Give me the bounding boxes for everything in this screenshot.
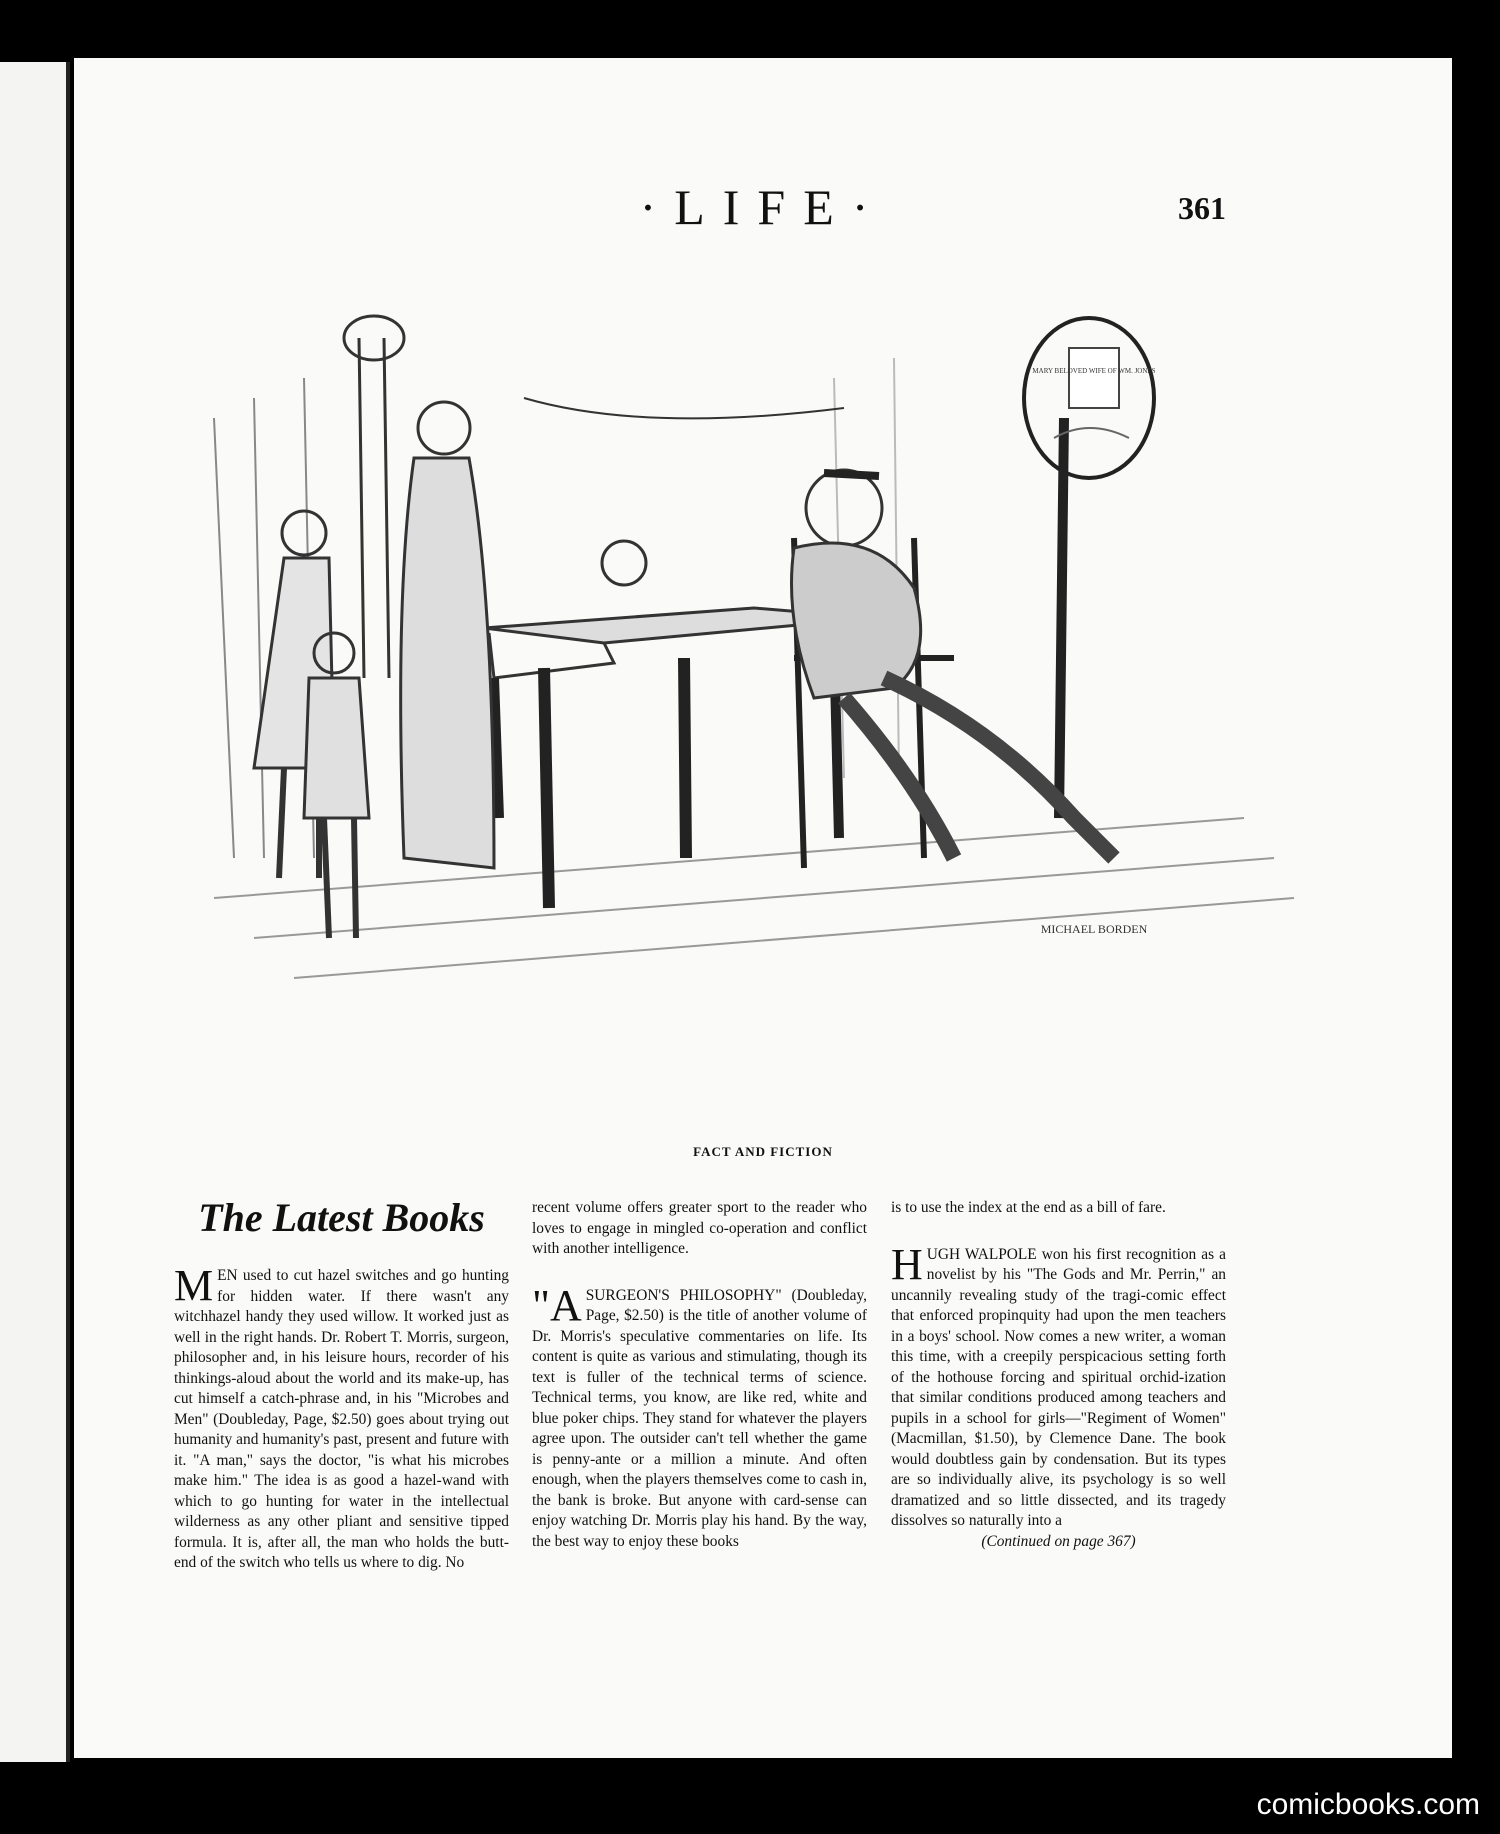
dropcap: M: [174, 1261, 214, 1310]
column-text: EN used to cut hazel switches and go hunting for hidden water. If there wasn't any witchhazel handy they used willow. It worked just as well in the right hands. Dr. Robert T. Morris, surgeon, philosopher and, in his leisure hours, recorder of his thinkings-aloud about the world and its make-up, has cut himself a catch-phrase and, in his "Microbes and Men" (Doubleday, Page, $2.50) goes about trying out humanity and humanity's past, present and future with it. "A man," says the doctor, "is what his microbes make him." The idea is as good a hazel-wand with which to go hunting for water in the intellectual wilderness as any other pliant and sensitive tipped formula. It is, after all, the man who holds the butt-end of the switch who tells us where to dig. No: [174, 1267, 509, 1571]
masthead: ·LIFE·: [639, 179, 887, 235]
illustration-caption: FACT AND FICTION: [693, 1144, 833, 1159]
article-column-3: [891, 1198, 1226, 1552]
dropcap: "A: [532, 1280, 582, 1330]
artist-signature: MICHAEL BORDEN: [1040, 922, 1148, 936]
article-column-1: [174, 1261, 509, 1574]
column-text: is to use the index at the end as a bill of fare.: [891, 1199, 1166, 1216]
illustration: [194, 298, 1394, 1118]
facing-page-edge: [0, 62, 70, 1762]
watermark: comicbooks.com: [1256, 1788, 1480, 1821]
magazine-page: [74, 58, 1452, 1758]
article-title: The Latest Books: [198, 1195, 485, 1240]
article-column-2: [532, 1198, 867, 1552]
column-text: UGH WALPOLE won his first recognition as a novelist by his "The Gods and Mr. Perrin," an uncannily revealing study of the tragi-comic effect that enforced propinquity had upon the men teachers in a boys' school. Now comes a new writer, a woman this time, with a creepily perspicacious setting forth of the hothouse forcing and spiritual orchid-ization that similar conditions produced among teachers and pupils in a school for girls—"Regiment of Women" (Macmillan, $1.50), by Clemence Dane. The book would doubtless gain by condensation. But its types are so individually alive, its psychology is so well dramatized and so little dissected, and its tragedy dissolves so naturally into a: [891, 1245, 1226, 1529]
column-text: recent volume offers greater sport to the reader who loves to engage in mingled co-operation and conflict with another intelligence.: [532, 1199, 867, 1257]
page-number: 361: [1178, 190, 1226, 226]
dropcap: H: [891, 1239, 923, 1289]
grave-sign-text: MARY BELOVED WIFE OF WM. JONES: [1032, 367, 1156, 375]
continued-note: (Continued on page 367): [981, 1532, 1136, 1550]
column-text: SURGEON'S PHILOSOPHY" (Doubleday, Page, $2.50) is the title of another volume of Dr. Morris's speculative commentaries on life. Its content is quite as various and stimulating, though its text is fuller of the technical terms of science. Technical terms, you know, are like red, white and blue poker chips. They stand for whatever the players agree upon. The outsider can't tell whether the game is penny-ante or a million a minute. And often enough, when the players themselves come to cash in, the bank is broke. But anyone with card-sense can enjoy watching Dr. Morris play his hand. By the way, the best way to enjoy these books: [532, 1286, 867, 1550]
